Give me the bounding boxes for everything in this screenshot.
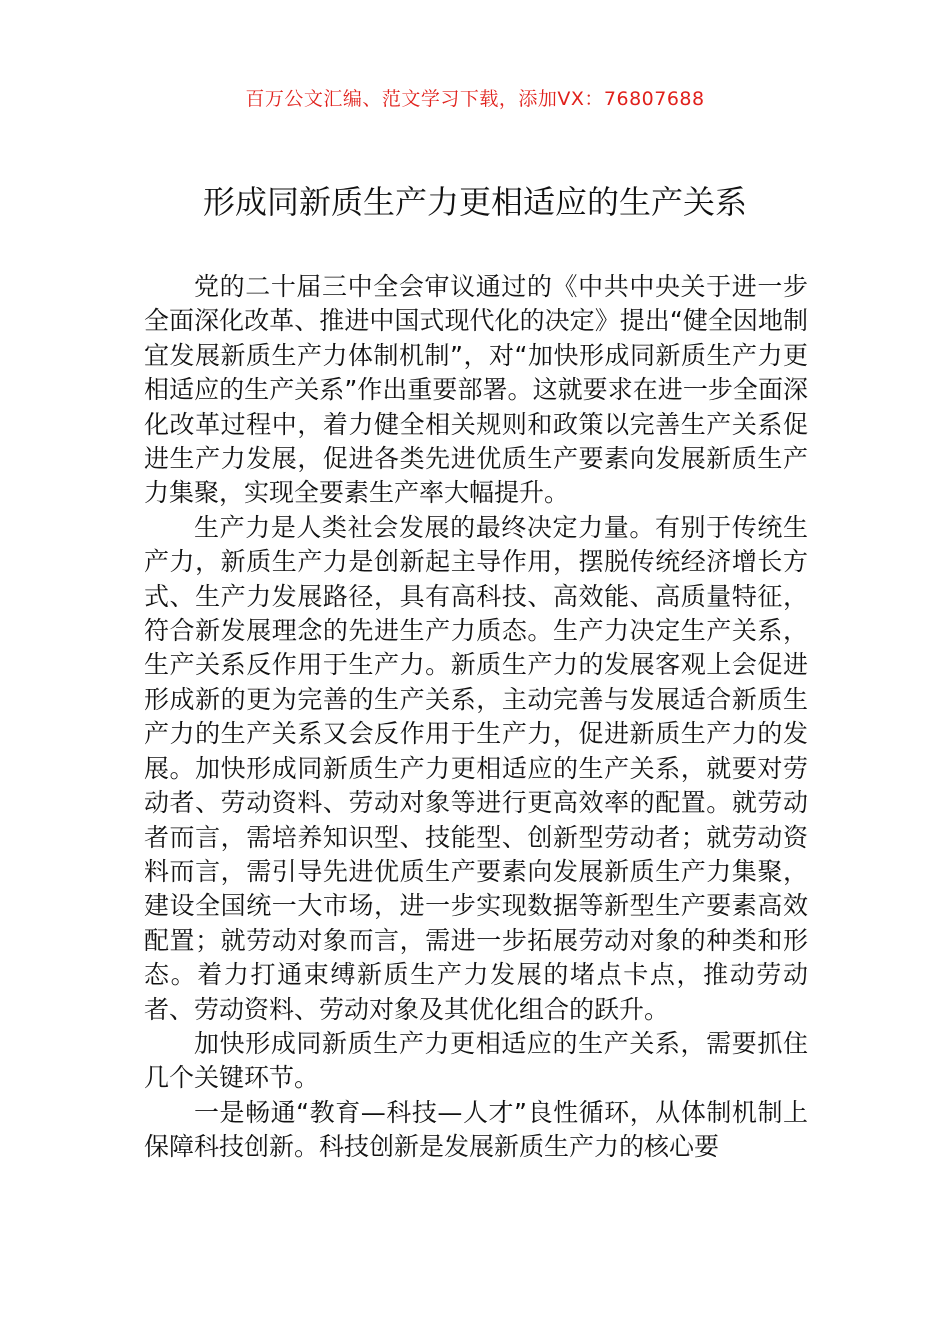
document-title: 形成同新质生产力更相适应的生产关系 <box>202 183 747 221</box>
document-body <box>144 270 808 1165</box>
paragraph-key-links: 加快形成同新质生产力更相适应的生产关系，需要抓住几个关键环节。 <box>144 1028 808 1093</box>
download-watermark: 百万公文汇编、范文学习下载，添加VX：76807688 <box>245 88 705 110</box>
paragraph-productivity: 生产力是人类社会发展的最终决定力量。有别于传统生产力，新质生产力是创新起主导作用，摆脱传统经济增长方式、生产力发展路径，具有高科技、高效能、高质量特征，符合新发展理念的先进生产力质态。生产力决定生产关系，生产关系反作用于生产力。新质生产力的发展客观上会促进形成新的更为完善的生产关系，主动完善与发展适合新质生产力的生产关系又会反作用于生产力，促进新质生产力的发展。加快形成同新质生产力更相适应的生产关系，就要对劳动者、劳动资料、劳动对象等进行更高效率的配置。就劳动者而言，需培养知识型、技能型、创新型劳动者；就劳动资料而言，需引导先进优质生产要素向发展新质生产力集聚，建设全国统一大市场，进一步实现数据等新型生产要素高效配置；就劳动对象而言，需进一步拓展劳动对象的种类和形态。着力打通束缚新质生产力发展的堵点卡点，推动劳动者、劳动资料、劳动对象及其优化组合的跃升。 <box>144 512 808 1024</box>
paragraph-point-one: 一是畅通“教育—科技—人才”良性循环，从体制机制上保障科技创新。科技创新是发展新质生产力的核心要 <box>144 1097 808 1162</box>
paragraph-intro: 党的二十届三中全会审议通过的《中共中央关于进一步全面深化改革、推进中国式现代化的决定》提出“健全因地制宜发展新质生产力体制机制”，对“加快形成同新质生产力更相适应的生产关系”作出重要部署。这就要求在进一步全面深化改革过程中，着力健全相关规则和政策以完善生产关系促进生产力发展，促进各类先进优质生产要素向发展新质生产力集聚，实现全要素生产率大幅提升。 <box>144 272 808 508</box>
